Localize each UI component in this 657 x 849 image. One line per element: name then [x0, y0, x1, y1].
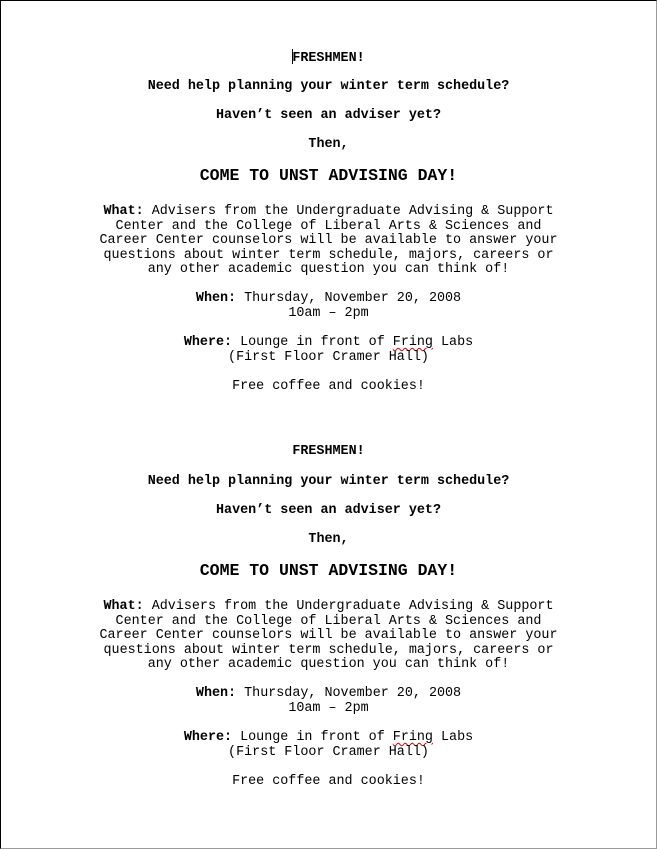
what-line: Career Center counselors will be available to answer your	[99, 628, 558, 643]
what-line	[1, 599, 656, 614]
what-line	[1, 204, 656, 219]
event-title: COME TO UNST ADVISING DAY!	[199, 561, 458, 580]
what-line: Career Center counselors will be available to answer your	[99, 233, 558, 248]
what-label: What:	[103, 599, 144, 614]
where-text: Lounge in front of	[232, 730, 393, 745]
heading: FRESHMEN!	[292, 51, 365, 66]
what-line: questions about winter term schedule, majors, careers or	[103, 643, 554, 658]
where-text: Labs	[432, 335, 474, 350]
question-line: Need help planning your winter term schedule?	[147, 79, 510, 94]
where-text: Lounge in front of	[232, 335, 393, 350]
where-label: Where:	[183, 335, 233, 350]
where-text: Labs	[432, 730, 474, 745]
what-line: Center and the College of Liberal Arts & Sciences and	[115, 219, 542, 234]
where-sub: (First Floor Cramer Hall)	[228, 350, 429, 365]
question-line: Haven’t seen an adviser yet?	[216, 108, 441, 123]
heading: FRESHMEN!	[292, 444, 365, 459]
when-label: When:	[195, 291, 237, 306]
question-line: Need help planning your winter term schedule?	[147, 474, 510, 489]
where-line	[1, 335, 656, 350]
when-date: Thursday, November 20, 2008	[236, 686, 462, 701]
free-line: Free coffee and cookies!	[232, 774, 425, 789]
then-line: Then,	[308, 532, 349, 547]
what-text: Advisers from the Undergraduate Advising & Support	[143, 204, 554, 219]
when-line	[1, 686, 656, 701]
when-label: When:	[195, 686, 237, 701]
event-title: COME TO UNST ADVISING DAY!	[199, 166, 458, 185]
when-line	[1, 291, 656, 306]
what-line: Center and the College of Liberal Arts & Sciences and	[115, 614, 542, 629]
when-time: 10am – 2pm	[288, 701, 369, 716]
what-text: Advisers from the Undergraduate Advising & Support	[143, 599, 554, 614]
where-sub: (First Floor Cramer Hall)	[228, 745, 429, 760]
free-line: Free coffee and cookies!	[232, 379, 425, 394]
then-line: Then,	[308, 137, 349, 152]
when-time: 10am – 2pm	[288, 306, 369, 321]
what-line: any other academic question you can think of!	[147, 657, 510, 672]
what-line: any other academic question you can think of!	[147, 262, 510, 277]
when-date: Thursday, November 20, 2008	[236, 291, 462, 306]
where-line	[1, 730, 656, 745]
question-line: Haven’t seen an adviser yet?	[216, 503, 441, 518]
where-label: Where:	[183, 730, 233, 745]
spelling-flag[interactable]: Fring	[392, 730, 433, 745]
what-line: questions about winter term schedule, majors, careers or	[103, 248, 554, 263]
what-label: What:	[103, 204, 144, 219]
heading-line	[1, 49, 656, 66]
spelling-flag[interactable]: Fring	[392, 335, 433, 350]
